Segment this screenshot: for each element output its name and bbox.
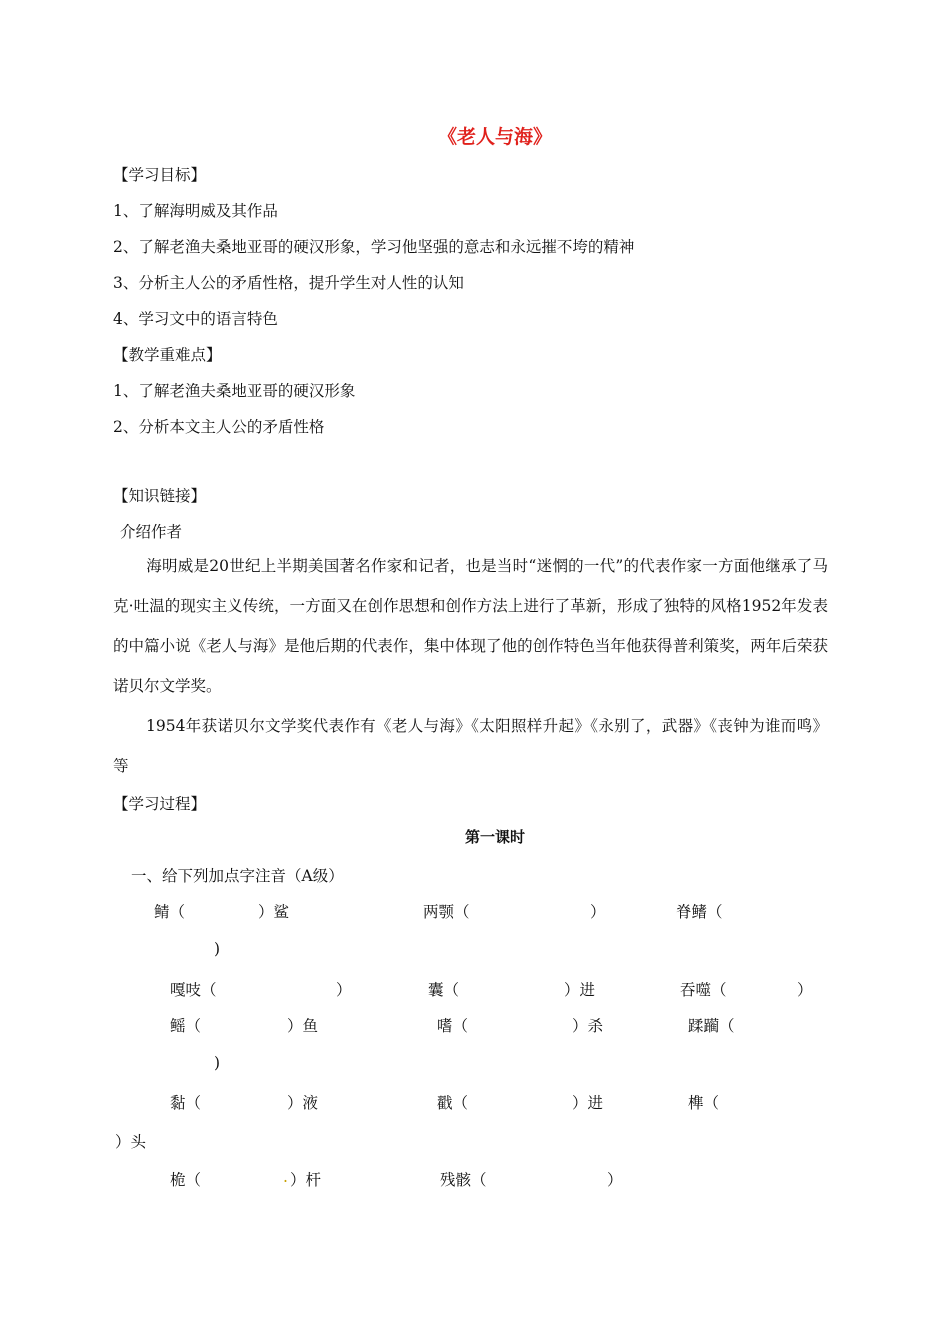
author-paragraph: 海明威是20世纪上半期美国著名作家和记者，也是当时“迷惘的一代”的代表作家一方面他继承了马克·吐温的现实主义传统，一方面又在创作思想和创作方法上进行了革新，形成了独特的风格1952年发表的中篇小说《老人与海》是他后期的代表作，集中体现了他的创作特色当年他获得普利策奖，两年后荣获诺贝尔文学奖。: [113, 557, 828, 695]
pinyin-blank-label: 蹂躏（: [688, 1017, 735, 1035]
pinyin-blank-close: ）: [797, 981, 813, 999]
pinyin-blank-label: 囊（: [428, 981, 460, 999]
pinyin-blank-close: ）鲨: [258, 903, 290, 921]
pinyin-blank-close: ）鱼: [287, 1017, 319, 1035]
pinyin-blank-close: ）杀: [572, 1017, 604, 1035]
pinyin-blank-label: 鲭（: [154, 903, 186, 921]
pinyin-blank-label: 两颚（: [423, 903, 470, 921]
objective-item: 4、学习文中的语言特色: [113, 310, 278, 328]
key-point-item: 2、分析本文主人公的矛盾性格: [113, 418, 325, 436]
author-subheading: 介绍作者: [120, 523, 183, 541]
pinyin-blank-close: ）液: [287, 1094, 319, 1112]
lesson-title: 第一课时: [464, 828, 525, 846]
key-point-item: 1、了解老渔夫桑地亚哥的硬汉形象: [113, 382, 356, 400]
pinyin-blank-label: 嗜（: [437, 1017, 469, 1035]
pinyin-blank-close: ）杆: [290, 1171, 322, 1189]
process-heading: 【学习过程】: [113, 795, 207, 813]
pinyin-blank-label: 黏（: [170, 1094, 202, 1112]
pinyin-blank-label: 吞噬（: [680, 981, 727, 999]
objective-item: 3、分析主人公的矛盾性格，提升学生对人性的认知: [113, 274, 464, 292]
pinyin-blank-label: 脊鳍（: [676, 903, 723, 921]
pinyin-blank-close: ）头: [115, 1133, 147, 1151]
exercise-instruction: 一、给下列加点字注音（A级）: [131, 867, 344, 885]
pinyin-blank-label: 桅（: [170, 1171, 202, 1189]
pinyin-blank-label: 嘎吱（: [170, 981, 217, 999]
pinyin-blank-close: ): [214, 940, 221, 958]
key-points-heading: 【教学重难点】: [113, 346, 222, 364]
pinyin-blank-label: 戳（: [437, 1094, 469, 1112]
pinyin-blank-label: 鳐（: [170, 1017, 202, 1035]
pinyin-blank-label: 残骸（: [440, 1171, 487, 1189]
pinyin-blank-close: ）: [590, 903, 606, 921]
objectives-heading: 【学习目标】: [113, 166, 207, 184]
emphasis-dot: .: [283, 1168, 288, 1186]
pinyin-blank-close: ）: [607, 1171, 623, 1189]
pinyin-blank-close: ): [214, 1054, 221, 1072]
knowledge-heading: 【知识链接】: [113, 487, 207, 505]
document-title: 《老人与海》: [437, 126, 552, 148]
nobel-paragraph: 1954年获诺贝尔文学奖代表作有《老人与海》《太阳照样升起》《永别了，武器》《丧钟为谁而鸣》等: [113, 717, 828, 775]
pinyin-blank-close: ）: [336, 981, 352, 999]
pinyin-blank-close: ）进: [572, 1094, 604, 1112]
objective-item: 2、了解老渔夫桑地亚哥的硬汉形象，学习他坚强的意志和永远摧不垮的精神: [113, 238, 635, 256]
pinyin-blank-label: 榫（: [688, 1094, 720, 1112]
pinyin-blank-close: ）进: [564, 981, 596, 999]
objective-item: 1、了解海明威及其作品: [113, 202, 278, 220]
